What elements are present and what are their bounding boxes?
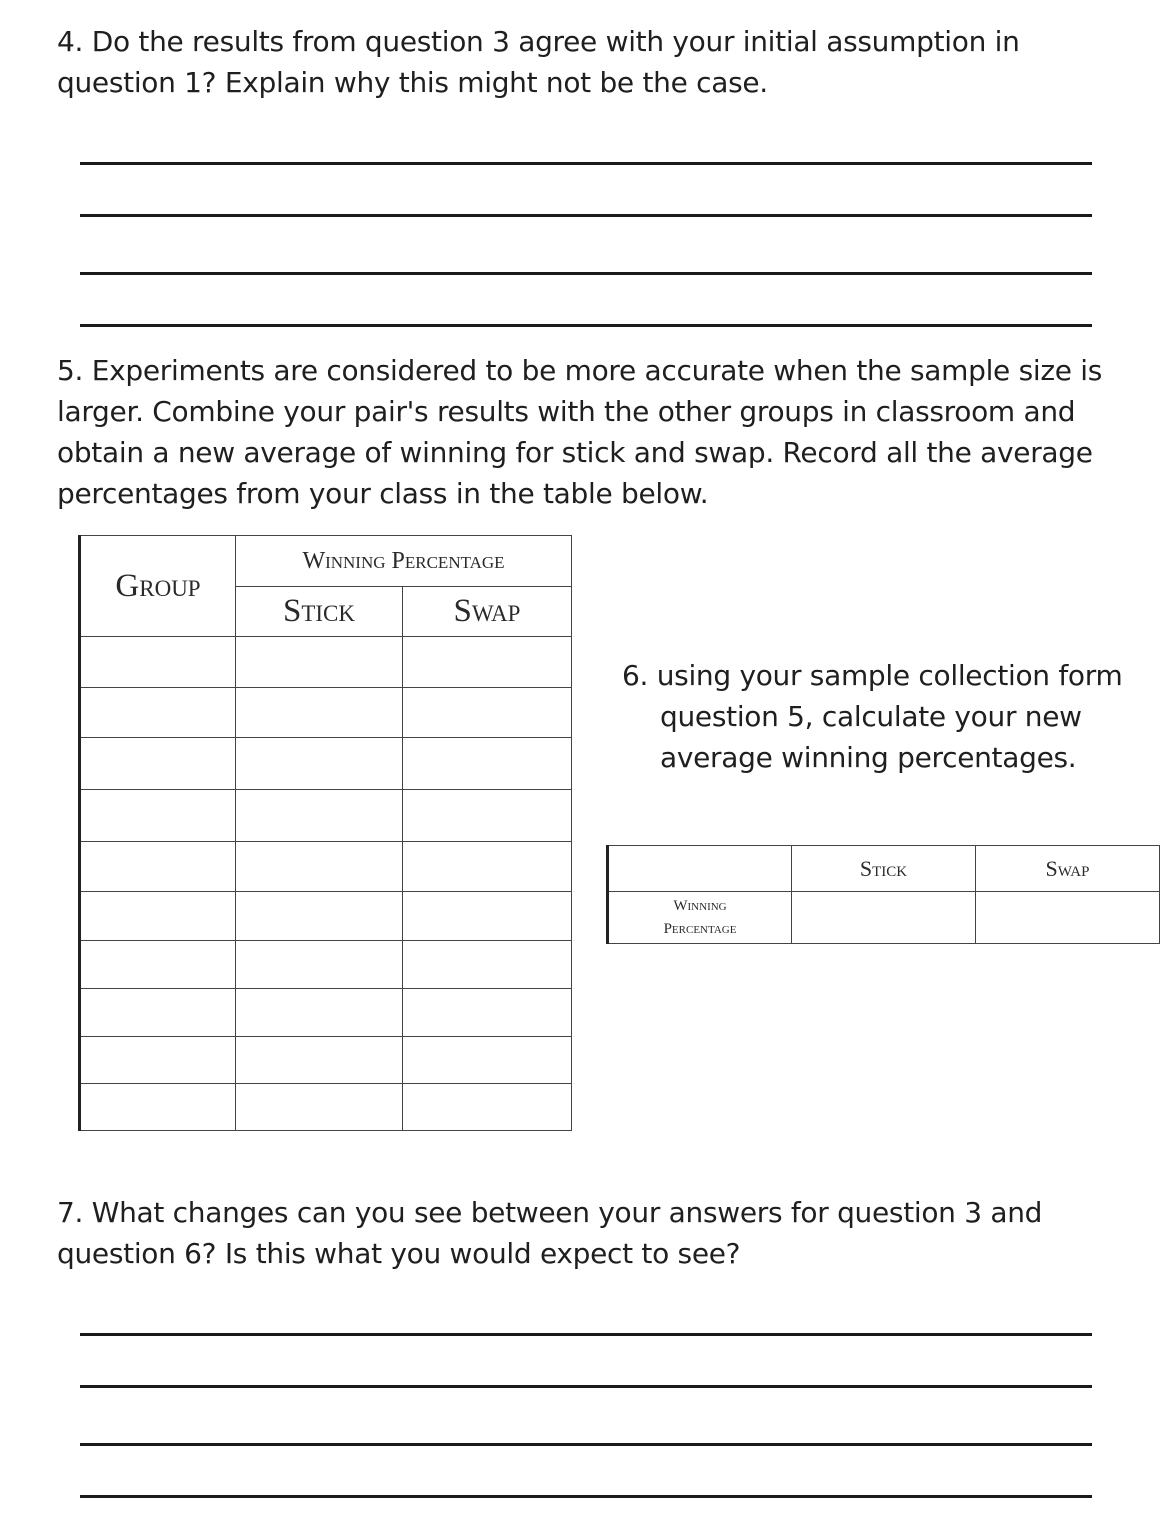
answer-line-q4-2[interactable]: [80, 214, 1092, 217]
answer-line-q4-4[interactable]: [80, 324, 1092, 327]
blank-header-cell: [608, 846, 792, 892]
swap-header: Swap: [403, 587, 572, 637]
stick-cell[interactable]: [236, 738, 403, 790]
stick-cell[interactable]: [236, 892, 403, 941]
row-label-line-2: Percentage: [663, 920, 737, 937]
swap-cell[interactable]: [403, 637, 572, 688]
stick-cell[interactable]: [236, 1037, 403, 1084]
stick-cell[interactable]: [236, 941, 403, 989]
group-cell[interactable]: [80, 842, 236, 892]
average-results-table: [606, 845, 1160, 944]
question-5: 5. Experiments are considered to be more accurate when the sample size is larger. Combine your pair's results with the other groups in classroom and obtain a new average of winning for stick and swap. Record all the average percentages from your class in the table below.: [57, 354, 1103, 510]
stick-average-cell[interactable]: [792, 892, 976, 944]
stick-header: Stick: [236, 587, 403, 637]
group-cell[interactable]: [80, 989, 236, 1037]
group-cell[interactable]: [80, 1037, 236, 1084]
class-results-table: [78, 535, 572, 1131]
swap-cell[interactable]: [403, 790, 572, 842]
small-stick-header: Stick: [792, 846, 976, 892]
group-cell[interactable]: [80, 941, 236, 989]
swap-cell[interactable]: [403, 842, 572, 892]
group-cell[interactable]: [80, 637, 236, 688]
swap-cell[interactable]: [403, 1037, 572, 1084]
stick-cell[interactable]: [236, 989, 403, 1037]
question-7: 7. What changes can you see between your answers for question 3 and question 6? Is this what you would expect to see?: [57, 1196, 1043, 1270]
stick-cell[interactable]: [236, 637, 403, 688]
answer-line-q4-3[interactable]: [80, 272, 1092, 275]
swap-cell[interactable]: [403, 941, 572, 989]
question-6-line-2: question 5, calculate your new: [660, 700, 1082, 733]
answer-line-q7-2[interactable]: [80, 1385, 1092, 1388]
group-cell[interactable]: [80, 688, 236, 738]
answer-line-q4-1[interactable]: [80, 162, 1092, 165]
group-cell[interactable]: [80, 738, 236, 790]
question-6-line-1: 6. using your sample collection form: [622, 659, 1123, 692]
stick-cell[interactable]: [236, 688, 403, 738]
group-cell[interactable]: [80, 790, 236, 842]
swap-cell[interactable]: [403, 892, 572, 941]
swap-cell[interactable]: [403, 1084, 572, 1131]
group-cell[interactable]: [80, 892, 236, 941]
winning-percentage-row-label: [608, 892, 792, 944]
winning-percentage-header: Winning Percentage: [236, 536, 572, 587]
stick-cell[interactable]: [236, 842, 403, 892]
small-swap-header: Swap: [976, 846, 1160, 892]
swap-average-cell[interactable]: [976, 892, 1160, 944]
question-4: 4. Do the results from question 3 agree with your initial assumption in question 1? Explain why this might not be the case.: [57, 25, 1020, 99]
stick-cell[interactable]: [236, 790, 403, 842]
swap-cell[interactable]: [403, 989, 572, 1037]
group-header: Group: [80, 536, 236, 637]
answer-line-q7-1[interactable]: [80, 1333, 1092, 1336]
swap-cell[interactable]: [403, 688, 572, 738]
question-6-line-3: average winning percentages.: [660, 741, 1077, 774]
answer-line-q7-3[interactable]: [80, 1443, 1092, 1446]
group-cell[interactable]: [80, 1084, 236, 1131]
swap-cell[interactable]: [403, 738, 572, 790]
question-6: [622, 655, 1142, 778]
row-label-line-1: Winning: [673, 897, 727, 914]
answer-line-q7-4[interactable]: [80, 1495, 1092, 1498]
stick-cell[interactable]: [236, 1084, 403, 1131]
